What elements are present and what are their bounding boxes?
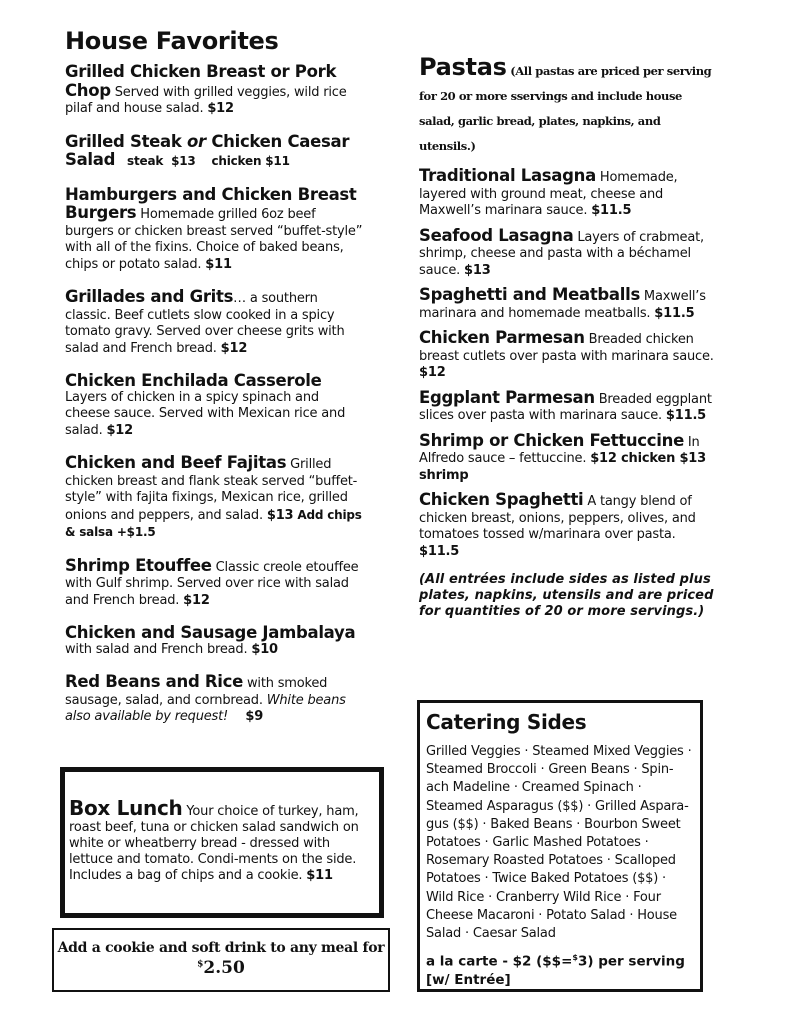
menu-item	[419, 225, 719, 280]
item-price: $10	[251, 641, 278, 657]
menu-item	[419, 492, 719, 560]
item-price: $13	[464, 262, 491, 278]
catering-sides-content	[426, 709, 696, 989]
item-name: Chicken and Sausage Jambalaya	[65, 623, 356, 642]
item-name: Chicken and Beef Fajitas	[65, 453, 287, 472]
menu-item	[65, 555, 365, 610]
catering-sides-price	[426, 949, 696, 989]
item-description: with smoked sausage, salad, and cornbread.	[65, 676, 328, 708]
menu-item	[65, 64, 365, 118]
price-suffix: 3) per serving [w/ Entrée]	[426, 953, 685, 988]
item-description: Layers of crabmeat, shrimp, cheese and pasta with a béchamel sauce.	[419, 229, 704, 278]
currency-symbol: $	[197, 959, 204, 970]
box-lunch-description: Your choice of turkey, ham, roast beef, tuna or chicken salad sandwich on white or wheatberry bread - dressed with lettuce and tomato. Condi-ments on the side. Includes a bag of chips and a cookie.	[69, 804, 359, 883]
item-name: Grilled Chicken Breast or Pork Chop	[65, 62, 337, 100]
menu-item	[419, 387, 719, 425]
catering-sides-box	[417, 700, 703, 992]
item-price: $11.5	[419, 543, 460, 559]
item-price: steak $13 chicken $11	[115, 154, 290, 168]
item-name: Shrimp Etouffee	[65, 555, 212, 575]
price-prefix: a la carte - $2 ($$=	[426, 953, 573, 970]
item-description: Homemade, layered with ground meat, cheese and Maxwell’s marinara sauce.	[419, 170, 678, 218]
item-price: $9	[228, 709, 264, 724]
item-price: $12	[183, 592, 210, 608]
box-lunch-title: Box Lunch	[69, 796, 183, 820]
item-description: with salad and French bread.	[65, 641, 252, 657]
cookie-offer-box	[52, 928, 390, 992]
item-name: Shrimp or Chicken Fettuccine	[419, 430, 684, 450]
item-description: Grilled chicken breast and flank steak served “buffet-style” with fajita fixings, Mexican rice, grilled onions and peppers, and salad.	[65, 457, 358, 523]
item-description: Served with grilled veggies, wild rice pilaf and house salad.	[65, 84, 347, 116]
menu-item	[419, 430, 719, 485]
pastas-note: (All pastas are priced per serving for 20 or more sservings and include house salad, garlic bread, plates, napkins, and utensils.)	[419, 64, 712, 153]
item-name: Chicken Parmesan	[419, 328, 585, 347]
item-description: Breaded chicken breast cutlets over pasta with marinara sauce.	[419, 332, 714, 364]
pastas-section	[419, 55, 719, 620]
catering-sides-list: Grilled Veggies · Steamed Mixed Veggies · Steamed Broccoli · Green Beans · Spin-ach Madeline · Creamed Spinach · Steamed Asparagus ($$) · Grilled Aspara-gus ($$) · Baked Beans · Bourbon Sweet Potatoes · Garlic Mashed Potatoes · Rosemary Roasted Potatoes · Scalloped Potatoes · Twice Baked Potatoes ($$) · Wild Rice · Cranberry Wild Rice · Four Cheese Macaroni · Potato Salad · House Salad · Caesar Salad	[426, 744, 692, 942]
box-lunch-content	[69, 796, 371, 884]
item-price: $12	[207, 101, 234, 116]
item-description: Breaded eggplant slices over pasta with marinara sauce.	[419, 391, 712, 423]
item-addon: Add chips & salsa +$1.5	[65, 507, 362, 539]
item-description: In Alfredo sauce – fettuccine.	[419, 434, 700, 466]
item-name: Spaghetti and Meatballs	[419, 285, 640, 304]
item-name: Traditional Lasagna	[419, 166, 596, 185]
item-price: $12	[419, 365, 446, 380]
menu-item	[65, 131, 365, 171]
menu-item	[419, 168, 719, 220]
item-name-part: Grilled Steak	[65, 131, 188, 151]
item-name: Eggplant Parmesan	[419, 387, 595, 407]
house-favorites-section	[65, 26, 365, 742]
item-price: $11	[205, 256, 232, 272]
currency-symbol: $	[572, 953, 578, 963]
section-title-pastas: Pastas	[419, 53, 507, 81]
entrees-footnote: (All entrées include sides as listed plus plates, napkins, utensils and are priced for quantities of 20 or more servings.)	[419, 572, 714, 619]
cookie-offer-price	[54, 958, 388, 978]
box-lunch-price: $11	[306, 868, 333, 883]
item-price: $12	[106, 422, 133, 438]
item-name: Chicken Enchilada Casserole	[65, 371, 322, 390]
menu-item	[65, 373, 365, 439]
menu-item	[65, 625, 365, 658]
section-title-house-favorites: House Favorites	[65, 27, 279, 55]
item-note: White beans also available by request!	[65, 692, 346, 724]
menu-item	[65, 289, 365, 357]
menu-item	[65, 184, 365, 274]
item-description: Layers of chicken in a spicy spinach and cheese sauce. Served with Mexican rice and salad.	[65, 389, 346, 438]
item-price: $12 chicken $13 shrimp	[419, 451, 707, 483]
item-name-or: or	[187, 131, 206, 151]
cookie-offer-amount: 2.50	[203, 958, 245, 978]
item-price: $11.5	[665, 408, 707, 423]
item-description: Maxwell’s marinara and homemade meatballs.	[419, 289, 706, 321]
box-lunch-box	[60, 767, 384, 918]
item-price: $12	[220, 340, 248, 356]
item-price: $11.5	[591, 203, 632, 218]
menu-item	[65, 455, 365, 542]
item-name: Red Beans and Rice	[65, 672, 244, 691]
item-name-part: Chicken Caesar Salad	[65, 131, 350, 169]
item-name: Grillades and Grits	[65, 287, 234, 306]
item-description: A tangy blend of chicken breast, onions, peppers, olives, and tomatoes tossed w/marinara over pasta.	[419, 494, 696, 542]
item-price: $13	[266, 507, 294, 523]
item-description: Homemade grilled 6oz beef burgers or chicken breast served “buffet-style” with all of the fixins. Choice of baked beans, chips or potato salad.	[65, 207, 363, 272]
item-description: Classic creole etouffee with Gulf shrimp. Served over rice with salad and French bread.	[65, 559, 359, 608]
item-price: $11.5	[654, 305, 695, 321]
menu-item	[419, 330, 719, 382]
item-description: … a southern classic. Beef cutlets slow cooked in a spicy tomato gravy. Served over cheese grits with salad and French bread.	[65, 291, 345, 356]
menu-item	[65, 674, 365, 726]
catering-sides-title: Catering Sides	[426, 710, 587, 734]
menu-item	[419, 287, 719, 322]
item-name: Chicken Spaghetti	[419, 490, 584, 509]
pastas-header	[419, 55, 719, 158]
cookie-offer-text: Add a cookie and soft drink to any meal for	[57, 940, 385, 956]
item-name: Seafood Lasagna	[419, 225, 574, 245]
item-name: Hamburgers and Chicken Breast Burgers	[65, 184, 357, 222]
